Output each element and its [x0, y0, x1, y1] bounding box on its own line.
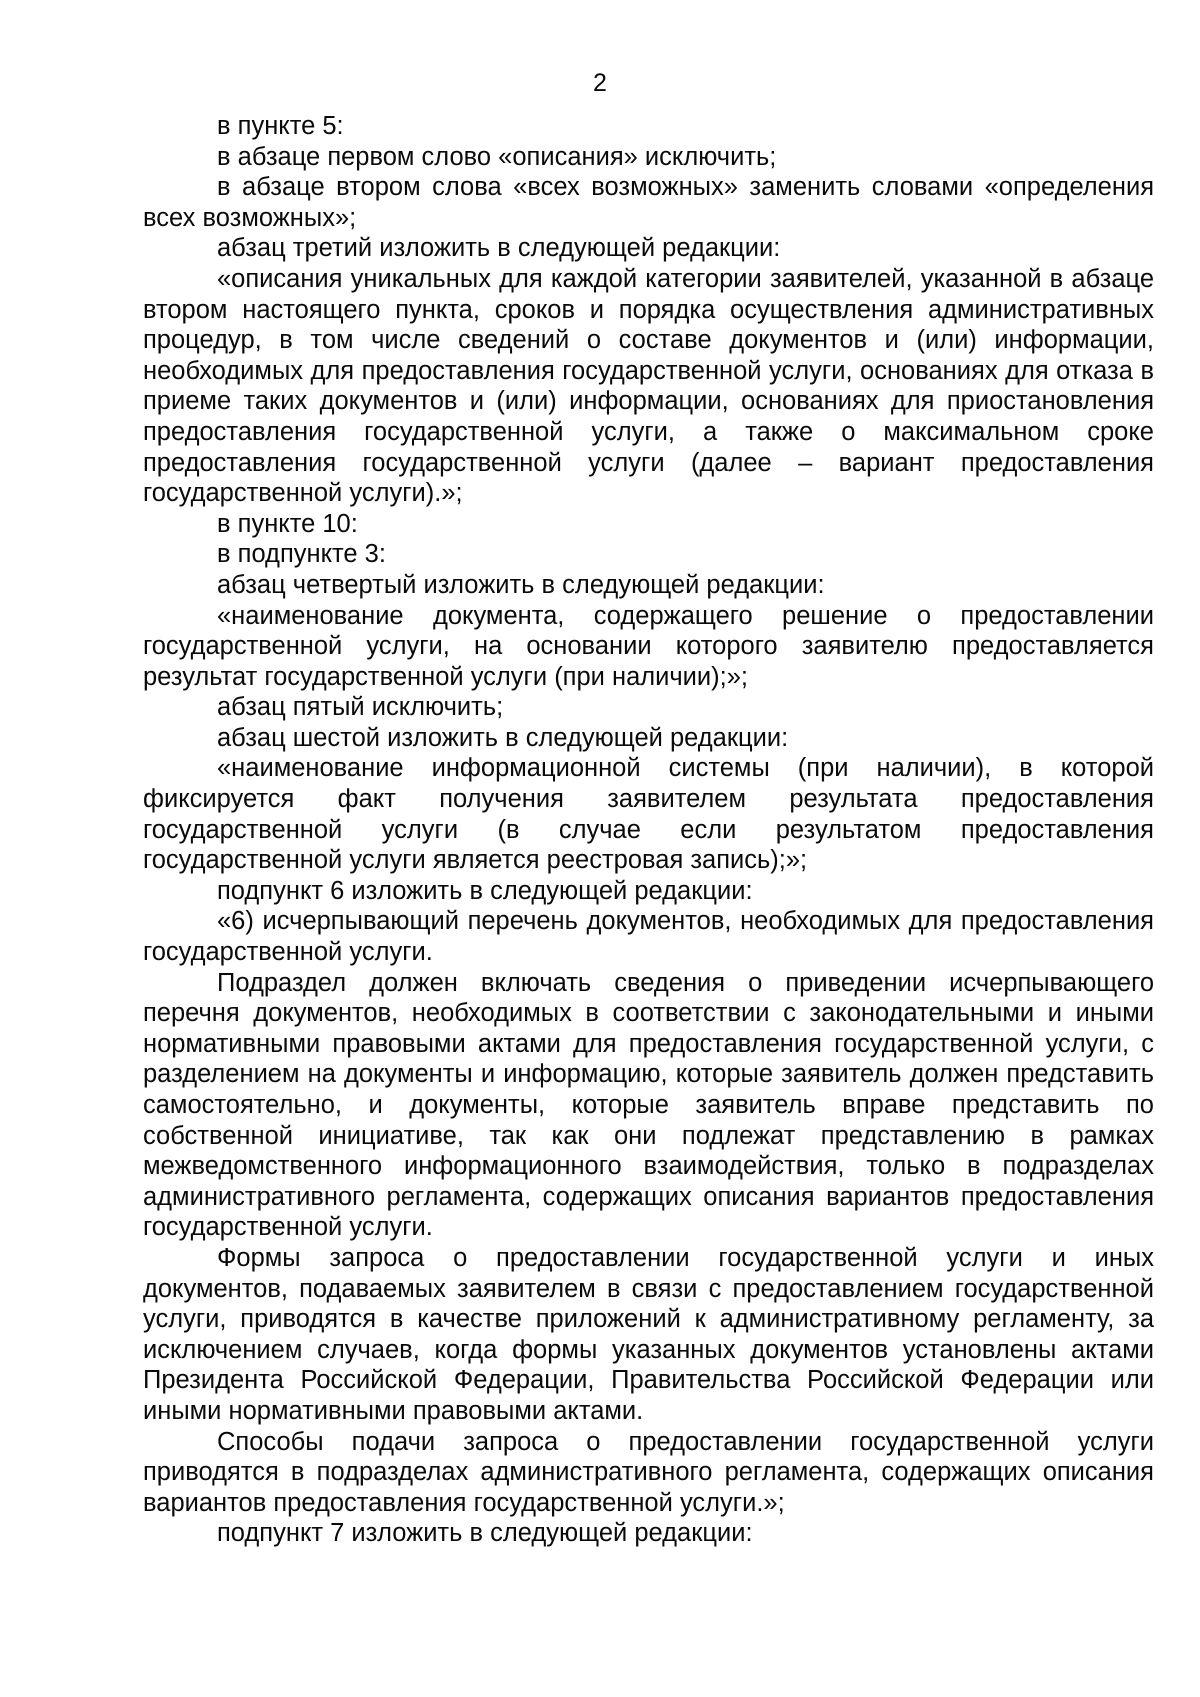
paragraph-punkt-10: в пункте 10:: [217, 509, 358, 538]
paragraph-sposoby-podachi: Способы подачи запроса о предоставлении государственной услуги приводятся в подразделах административного регламента, содержащих описания вариантов предоставления государственной услуги.»;: [143, 1427, 1154, 1517]
paragraph-abzac-6-text: «наименование информационной системы (при наличии), в которой фиксируется факт получения заявителем результата предоставления государственной услуги (в случае если результатом предоставления государственной услуги является реестровая запись);»;: [143, 754, 1154, 875]
paragraph-podrazdel: Подраздел должен включать сведения о приведении исчерпывающего перечня документов, необходимых в соответствии с законодательными и иными нормативными правовыми актами для предоставления государственной услуги, с разделением на документы и информацию, которые заявитель должен представить самостоятельно, и документы, которые заявитель вправе представить по собственной инициативе, так как они подлежат представлению в рамках межведомственного информационного взаимодействия, только в подразделах административного регламента, содержащих описания вариантов предоставления государственной услуги.: [143, 968, 1154, 1242]
paragraph-abzac-2: в абзаце втором слова «всех возможных» заменить словами «определения всех возможных»;: [143, 173, 1154, 232]
paragraph-abzac-1: в абзаце первом слово «описания» исключить;: [217, 142, 777, 171]
paragraph-abzac-4-heading: абзац четвертый изложить в следующей редакции:: [217, 570, 825, 599]
page-number: 2: [593, 69, 607, 97]
paragraph-podpunkt-6-text: «6) исчерпывающий перечень документов, необходимых для предоставления государственной услуги.: [143, 907, 1154, 967]
document-body: [143, 111, 1154, 1549]
paragraph-abzac-6-heading: абзац шестой изложить в следующей редакции:: [217, 723, 789, 752]
paragraph-abzac-3-heading: абзац третий изложить в следующей редакции:: [217, 234, 781, 263]
paragraph-abzac-4-text: «наименование документа, содержащего решение о предоставлении государственной услуги, на основании которого заявителю предоставляется результат государственной услуги (при наличии);»;: [143, 601, 1154, 691]
paragraph-abzac-5: абзац пятый исключить;: [217, 693, 504, 722]
paragraph-podpunkt-6-heading: подпункт 6 изложить в следующей редакции:: [217, 876, 753, 905]
paragraph-punkt-5: в пункте 5:: [217, 112, 344, 140]
paragraph-podpunkt-7-heading: подпункт 7 изложить в следующей редакции:: [217, 1519, 753, 1548]
paragraph-podpunkt-3: в подпункте 3:: [217, 540, 386, 569]
paragraph-formy-zaprosa: Формы запроса о предоставлении государственной услуги и иных документов, подаваемых заявителем в связи с предоставлением государственной услуги, приводятся в качестве приложений к административному регламенту, за исключением случаев, когда формы указанных документов установлены актами Президента Российской Федерации, Правительства Российской Федерации или иными нормативными правовыми актами.: [143, 1243, 1154, 1425]
paragraph-abzac-3-text: «описания уникальных для каждой категории заявителей, указанной в абзаце втором настоящего пункта, сроков и порядка осуществления административных процедур, в том числе сведений о составе документов и (или) информации, необходимых для предоставления государственной услуги, основаниях для отказа в приеме таких документов и (или) информации, основаниях для приостановления предоставления государственной услуги, а также о максимальном сроке предоставления государственной услуги (далее – вариант предоставления государственной услуги).»;: [143, 264, 1154, 508]
